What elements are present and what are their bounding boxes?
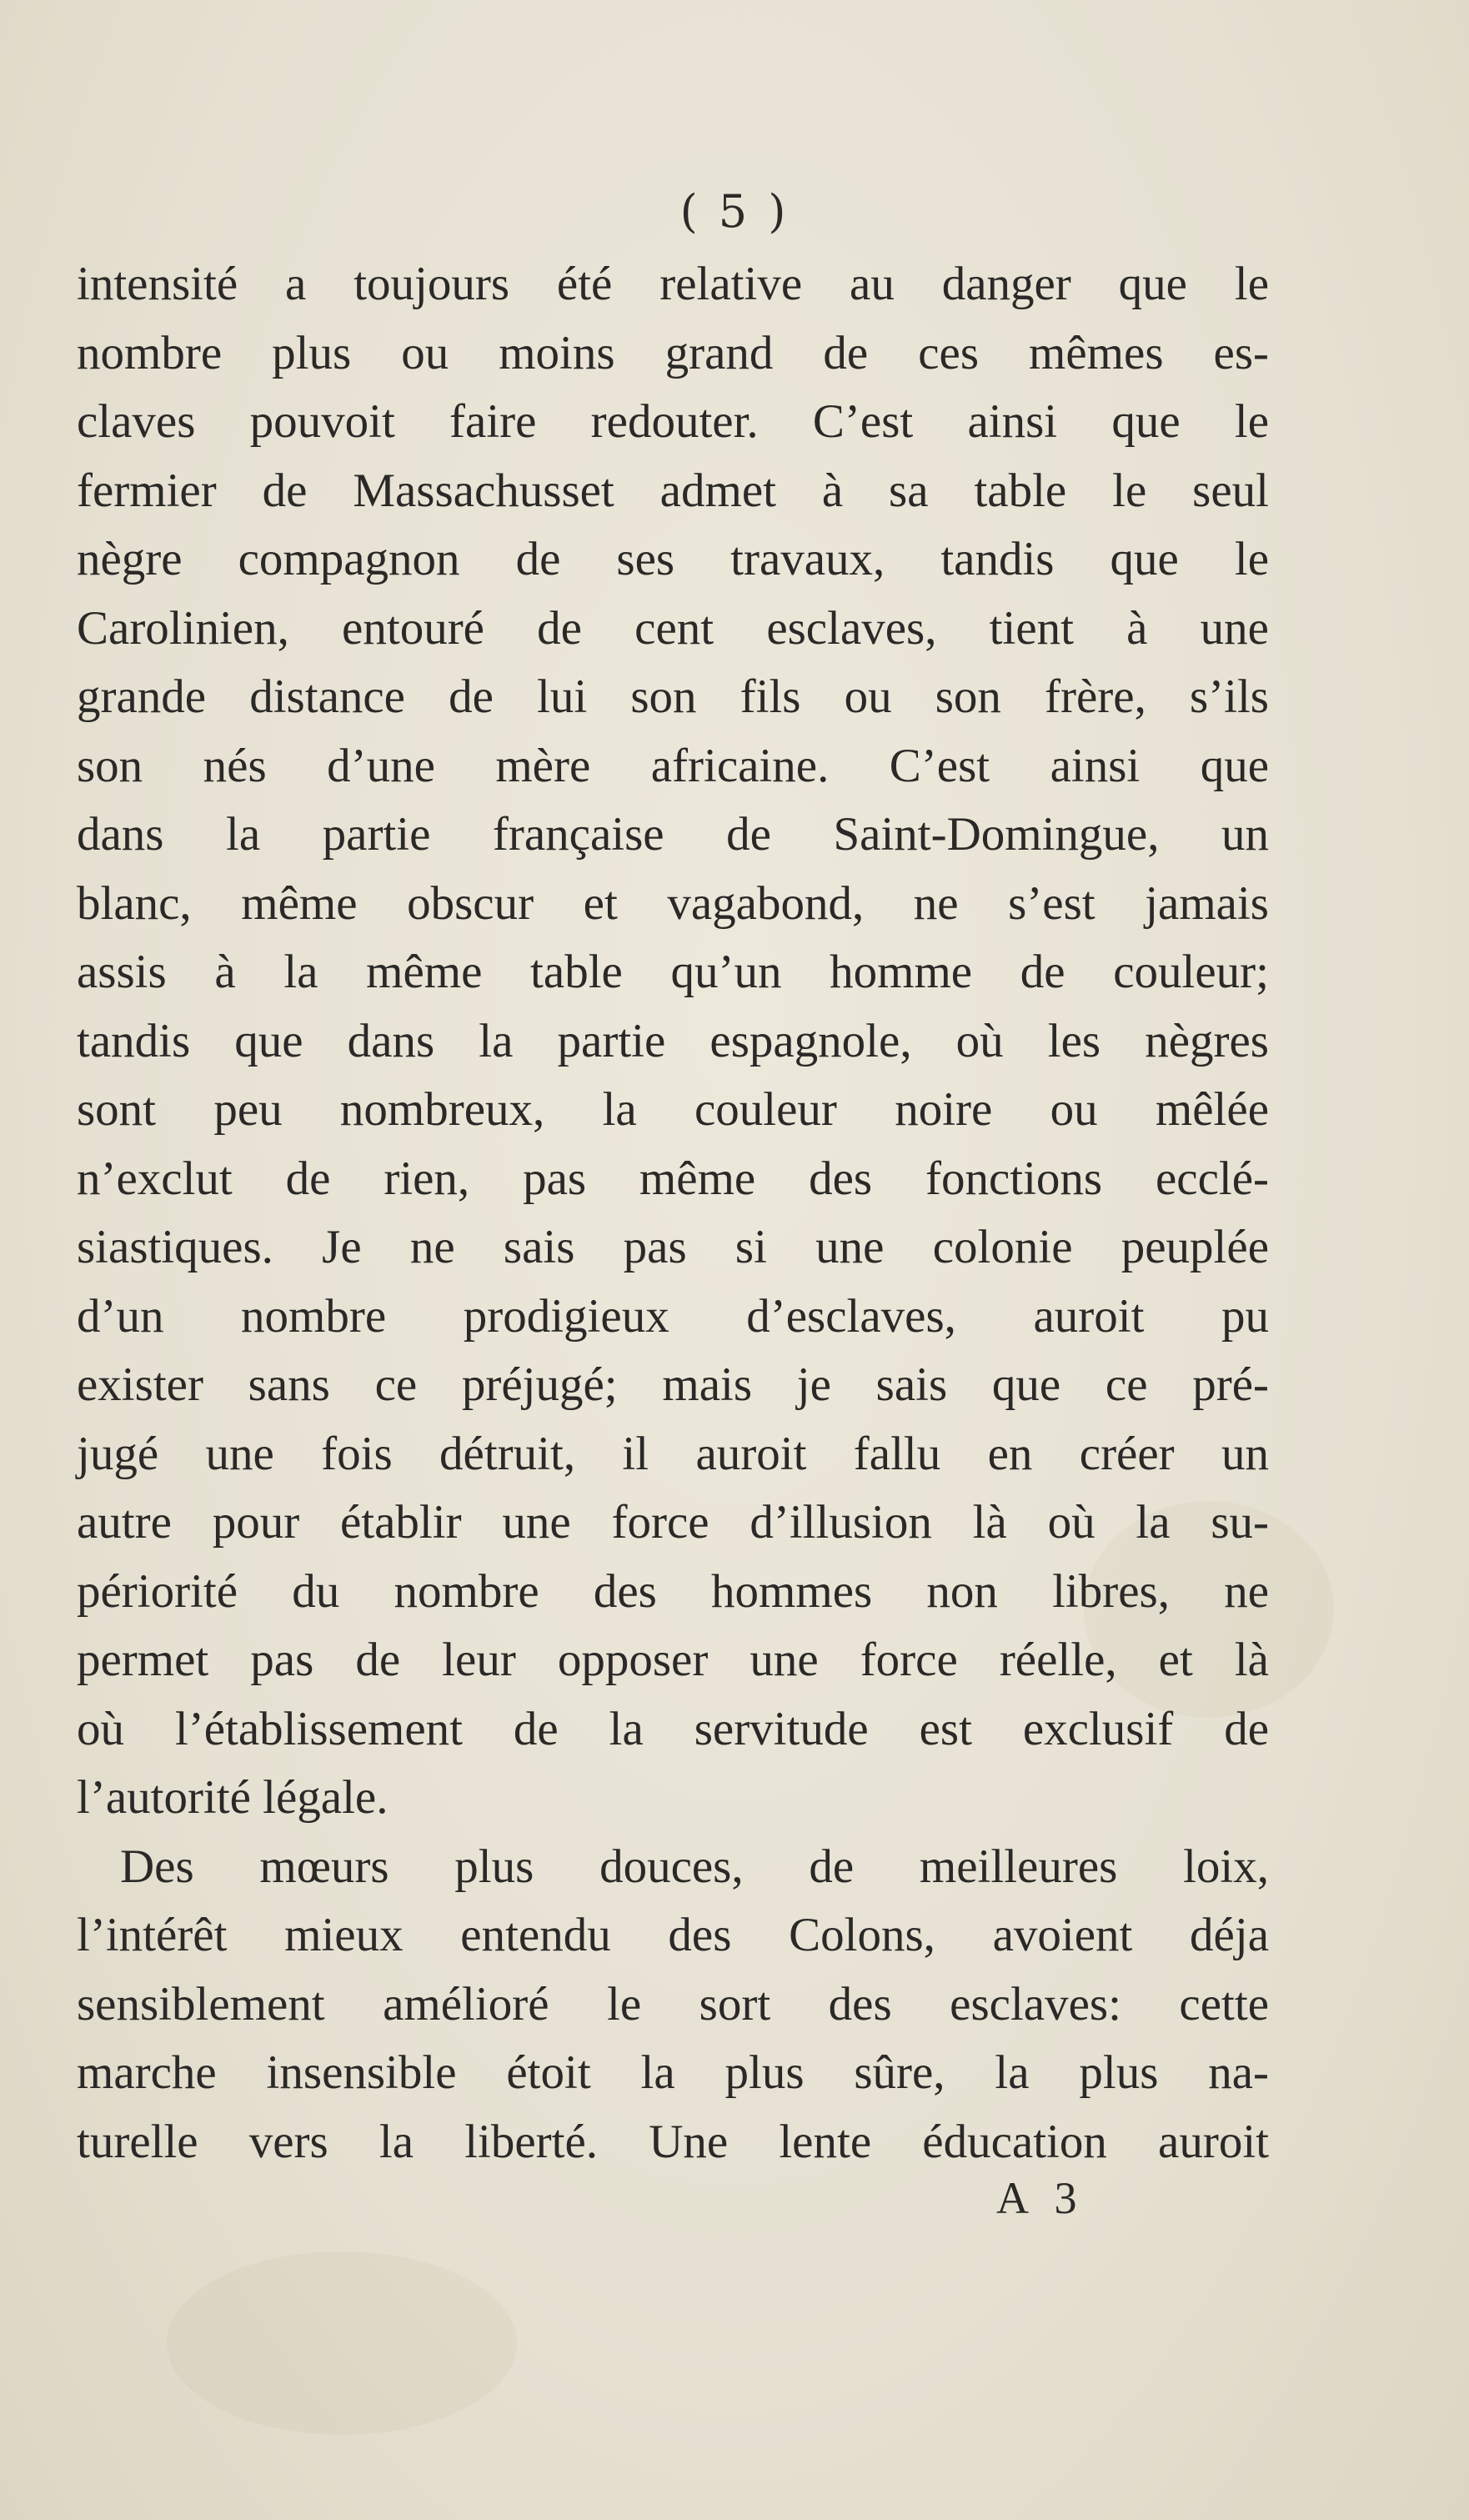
text-line: nombre plus ou moins grand de ces mêmes es- xyxy=(77,326,1269,379)
text-line: exister sans ce préjugé; mais je sais que ce pré- xyxy=(77,1358,1269,1411)
text-line: fermier de Massachusset admet à sa table le seul xyxy=(77,464,1269,517)
text-line: où l’établissement de la servitude est exclusif de xyxy=(77,1702,1269,1755)
text-line: grande distance de lui son fils ou son frère, s’ils xyxy=(77,670,1269,723)
body-text xyxy=(77,250,1269,2176)
text-line: son nés d’une mère africaine. C’est ainsi que xyxy=(77,739,1269,792)
text-line: permet pas de leur opposer une force réelle, et là xyxy=(77,1634,1269,1686)
text-line: intensité a toujours été relative au danger que le xyxy=(77,258,1269,310)
text-line: périorité du nombre des hommes non libres, ne xyxy=(77,1564,1269,1618)
text-line: turelle vers la liberté. Une lente éducation auroit xyxy=(77,2115,1269,2168)
text-line: jugé une fois détruit, il auroit fallu en créer un xyxy=(77,1427,1269,1480)
text-line: dans la partie française de Saint-Domingue, un xyxy=(77,808,1269,861)
text-line: marche insensible étoit la plus sûre, la plus na- xyxy=(77,2046,1269,2099)
paragraph-end-line: l’autorité légale. xyxy=(77,1771,389,1824)
text-line: sensiblement amélioré le sort des esclaves: cette xyxy=(77,1977,1269,2031)
text-line: autre pour établir une force d’illusion là où la su- xyxy=(77,1496,1269,1549)
text-line: nègre compagnon de ses travaux, tandis que le xyxy=(77,533,1269,585)
text-line: siastiques. Je ne sais pas si une colonie peuplée xyxy=(77,1221,1269,1273)
page-number: ( 5 ) xyxy=(679,185,790,238)
text-line: sont peu nombreux, la couleur noire ou mêlée xyxy=(77,1083,1269,1136)
paper-stain xyxy=(167,2251,517,2435)
text-line: Carolinien, entouré de cent esclaves, tient à une xyxy=(77,601,1269,655)
text-line: claves pouvoit faire redouter. C’est ainsi que le xyxy=(77,395,1269,448)
text-line: l’intérêt mieux entendu des Colons, avoient déja xyxy=(77,1909,1269,1961)
paragraph-start-line: Des mœurs plus douces, de meilleures loix, xyxy=(120,1840,1269,1893)
text-line: assis à la même table qu’un homme de couleur; xyxy=(77,946,1269,998)
signature-mark: A 3 xyxy=(996,2173,1085,2223)
text-line: n’exclut de rien, pas même des fonctions ecclé- xyxy=(77,1152,1269,1205)
text-line: blanc, même obscur et vagabond, ne s’est jamais xyxy=(77,876,1269,930)
text-line: tandis que dans la partie espagnole, où les nègres xyxy=(77,1014,1269,1067)
text-line: d’un nombre prodigieux d’esclaves, auroit pu xyxy=(77,1289,1269,1343)
